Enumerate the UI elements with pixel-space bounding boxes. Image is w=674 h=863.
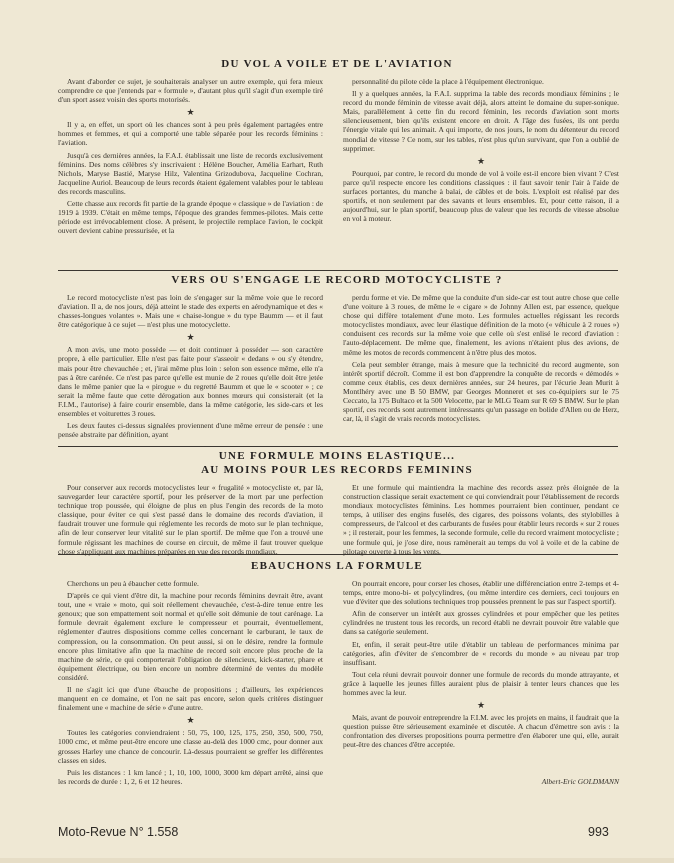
paragraph: Et une formule qui maintiendra la machine des records assez près éloignée de la construction classique serait exactement ce qui conviendrait pour l'établissement de records mondiaux motocyclistes féminins. Les hommes pourraient bien continuer, pendant ce temps, à utiliser des engins fuselés, des cigares, des poissons volants, des stylobilles à compresseurs, de l'alcool et des carburants de fusées pour établir leurs records « sur 2 roues » ; il resterait, pour les femmes, la seconde formule, celle du record vraiment motocycliste ; une formule qui, je j'ose dire, nous ramènerait au temps du vol à voile et de la cabine de pilotage ouverte à tous les vents. <box>343 483 619 556</box>
separator-star-icon: ★ <box>186 332 195 343</box>
separator-star-icon: ★ <box>186 715 195 726</box>
paragraph: Mais, avant de pouvoir entreprendre la F.I.M. avec les projets en mains, il faudrait que la question puisse être sérieusement examinée et discutée. A chacun d'émettre son avis : la confrontation des diverses propositions pourra permettre d'en élaborer une qui, elle, aurait peut-être des chances d'être acceptée. <box>343 713 619 750</box>
paragraph: Cherchons un peu à ébaucher cette formule. <box>67 579 199 588</box>
paragraph: A mon avis, une moto possède — et doit continuer à posséder — son caractère propre, à elle particulier. Elle n'est pas faite pour s'asseoir « dedans » ou s'y étendre, mais pour être chevauchée ; et, j'irai même plus loin : selon son essence même, elle n'a pas à être carénée. Ce n'est pas parce qu'elle est munie de 2 roues qu'elle doit être jetée dans le même panier que la « pirogue » du regretté Baumm et que le « scooter » ; ce serait la même faute que cette dérogation aux bonnes mœurs qui consisterait (et la F.I.M., l'autorise) à faire courir ensemble, dans la même catégorie, les side-cars et les ensembles et voiturettes 3 roues. <box>58 345 323 419</box>
column-aviation-right <box>343 77 619 265</box>
magazine-issue: Moto-Revue N° 1.558 <box>58 825 179 839</box>
divider <box>58 554 618 555</box>
paragraph: Les deux fautes ci-dessus signalées proviennent d'une même erreur de pensée : une pensée abstraite par définition, ayant <box>58 421 323 440</box>
divider <box>58 446 618 447</box>
separator-star-icon: ★ <box>476 700 486 711</box>
paragraph: Avant d'aborder ce sujet, je souhaiterais analyser un autre exemple, qui fera mieux comprendre ce que j'entends par « formule », d'autant plus qu'il s'agit d'un exemple tiré d'un sport assez voisin des sports motorisés. <box>58 77 323 105</box>
paragraph: D'après ce qui vient d'être dit, la machine pour records féminins devrait être, avant tout, une « vraie » moto, qui soit réellement chevauchée, c'est-à-dire tenue entre les genoux; que son empattement soit normal et qu'elle soit démunie de tout carénage. La formule devrait également exclure le compresseur et pourrait, éventuellement, réglementer d'autres dispositions comme celles concernant le carburant, le taux de compression, ou la consommation. On peut aussi, si on le désire, rendre la formule encore plus limitative afin que la machine de record soit encore plus proche de la machine de série, ce qui comporterait l'obligation de silencieux, kick-starter, phare et équipement électrique, ou bien encore un nombre déterminé de ventes du modèle considéré. <box>58 591 323 682</box>
paragraph: personnalité du pilote cède la place à l'équipement électronique. <box>352 77 544 86</box>
paragraph: Cela peut sembler étrange, mais à mesure que la technicité du record augmente, son intérêt sportif décroît. Comme il est bon d'apprendre la conquête de records « démodés » comme ceux établis, ces deux dernières années, sur 24 heures, par l'écurie Jean Murit à Montlhéry avec une B 50 BMW, par Georges Monneret et ses co-équipiers sur le 75 Ceccato, la 175 Bultaco et la 500 Velocette, par le MLG Team sur R 69 S BMW. Sur le plan sportif, ces records sont autrement intéressants qu'un passage en bolide d'Allen ou de Herz, car, là, il s'agit de vrais records motocyclistes. <box>343 359 619 424</box>
paragraph: Pour conserver aux records motocyclistes leur « frugalité » motocycliste et, par là, sauvegarder leur caractère sportif, pour les préserver de la mort par une perfection technique trop poussée, qui éloigne de plus en plus l'engin des records de la moto classique, pour éviter ce qui s'est passé dans le domaine des records d'aviation, il faudrait trouver une formule qui réglemente les records de moto sur le plan technique, afin de leur conserver leur vitalité sur le plan sportif. De même que l'on a trouvé une formule régissant les machines de course en circuit, de même il faut trouver quelque chose s'appliquant aux machines préparées en vue des records mondiaux. <box>58 483 323 556</box>
column-moto-left <box>58 293 323 443</box>
section-title-moto: VERS OU S'ENGAGE LE RECORD MOTOCYCLISTE ? <box>171 274 503 286</box>
section-title-elastique-1: UNE FORMULE MOINS ELASTIQUE... <box>218 450 456 462</box>
column-elastique-left <box>58 483 323 558</box>
paragraph: On pourrait encore, pour corser les choses, établir une différenciation entre 2-temps et 4-temps, entre mono-bi- et polycylindres, (ou même interdire ces derniers, ceci toujours en vue d'éviter que des solutions techniques trop poussées prennent le pas sur l'aspect sportif). <box>343 579 619 607</box>
divider <box>58 270 618 271</box>
page-number: 993 <box>588 825 609 839</box>
paragraph: Il y a quelques années, la F.A.I. supprima la table des records mondiaux féminins ; le record du monde féminin de vitesse avait déjà, alors atteint le domaine du super-sonique. Mais, parallèlement à cette fin du record féminin, les records d'aviation sont morts silencieusement, bien qu'ils existent encore en droit. A l'âge des fusées, ils ont perdu l'énergie vitale qui les animait. A qui importe, de nos jours, le nom du détenteur du record mondial de vitesse ? Ce nom, sur les tables, n'est plus qu'un survivant, que l'on a oublié de supprimer. <box>343 89 619 153</box>
section-title-ebauchons: EBAUCHONS LA FORMULE <box>250 560 424 572</box>
paragraph: Jusqu'à ces dernières années, la F.A.I. établissait une liste de records exclusivement féminins. Des noms célèbres s'y inscrivaient : Hélène Boucher, Amélia Earhart, Ruth Nichols, Maryse Bastié, Maryse Hilz, Valentina Grizodubova, Jacqueline Cochran, Jacqueline Auriol. Beaucoup de leurs records étaient également valables pour le tableau des records masculins. <box>58 150 323 196</box>
column-ebauchons-right <box>343 579 619 775</box>
paragraph: Pourquoi, par contre, le record du monde de vol à voile est-il encore bien vivant ? C'est parce qu'il respecte encore les conditions classiques : il faut savoir tenir l'air à l'aide de surfaces portantes, du manche à balai, de câbles et de bois. L'exploit est réalisé par des sportifs, et non seulement par des savants et leurs ensembles. Et, pour cette raison, il a aujourd'hui, sur le plan sportif, beaucoup plus de valeur que les records de vitesse absolue en vol à moteur. <box>343 168 619 224</box>
column-aviation-left <box>58 77 323 235</box>
column-moto-right <box>343 293 619 443</box>
paragraph: Puis les distances : 1 km lancé ; 1, 10, 100, 1000, 3000 km départ arrêté, ainsi que les records de durée : 1, 2, 6 et 12 heures. <box>58 767 323 786</box>
author-signature: Albert-Eric GOLDMANN <box>541 777 619 786</box>
paragraph: Il ne s'agit ici que d'une ébauche de propositions ; d'ailleurs, les expériences manquent en ce domaine, et l'on ne sait pas encore, selon quels critères distinguer finalement une « machine de série » d'une autre. <box>58 685 323 713</box>
paragraph: Cette chasse aux records fit partie de la grande époque « classique » de l'aviation : de 1919 à 1939. C'était en même temps, l'époque des grandes femmes-pilotes. Mais cette période est irrévocablement close. A présent, le projectile remplace l'avion, le cockpit ouvert devient cabine pressurisée, et la <box>58 199 323 236</box>
separator-star-icon: ★ <box>476 155 486 166</box>
paragraph: Il y a, en effet, un sport où les chances sont à peu près également partagées entre hommes et femmes, et qui a comporté une table séparée pour les records féminins : l'aviation. <box>58 120 323 148</box>
paragraph: Et, enfin, il serait peut-être utile d'établir un tableau de performances minima par catégories, afin d'éviter de s'encombrer de « records du monde » au niveau par trop insuffisant. <box>343 639 619 667</box>
section-title-elastique-2: AU MOINS POUR LES RECORDS FEMININS <box>201 464 473 476</box>
separator-star-icon: ★ <box>186 107 195 118</box>
paragraph: perdu forme et vie. De même que la conduite d'un side-car est tout autre chose que celle d'une voiture à 3 roues, de même le « cigare » de Johnny Allen est, par essence, quelque chose qui diffère totalement d'une moto. Les formules actuelles régissant les records motocyclistes mondiaux, avec leur élastique définition de la moto (« véhicule à 2 roues ») conduisent ces records sur la même voie que celle où s'est enlisé le record d'aviation : l'auto-déplacement. De même que, finalement, les avions n'étaient plus des avions, de même les motos de records commencent à n'être plus des motos. <box>343 293 619 357</box>
section-title-aviation: DU VOL A VOILE ET DE L'AVIATION <box>221 58 453 70</box>
paragraph: Afin de conserver un intérêt aux grosses cylindrées et pour empêcher que les petites cylindrées ne trustent tous les records, un record établi ne devrait pouvoir être valable que dans sa catégorie seulement. <box>343 609 619 637</box>
column-elastique-right <box>343 483 619 558</box>
paragraph: Toutes les catégories conviendraient : 50, 75, 100, 125, 175, 250, 350, 500, 750, 1000 cmc, et même peut-être encore une classe au-delà des 1000 cmc, pour donner aux grosses Harley une chance de concourir. Là-dessus pourraient se greffer les différentes classes en sides. <box>58 728 323 765</box>
column-ebauchons-left <box>58 579 323 786</box>
page-bottom-edge <box>0 858 674 863</box>
paragraph: Le record motocycliste n'est pas loin de s'engager sur la même voie que le record d'aviation. Il a, de nos jours, déjà atteint le stade des experts en aérodynamique et des « chasses-longues volantes ». Mais une « chaise-longue » du type Baumm — et il faut être catégorique à ce sujet — n'est plus une motocyclette. <box>58 293 323 330</box>
paragraph: Tout cela réuni devrait pouvoir donner une formule de records du monde attrayante, et grâce à laquelle les jeunes filles auraient plus de plaisir à tenter leurs chances que les hommes avec la leur. <box>343 669 619 698</box>
